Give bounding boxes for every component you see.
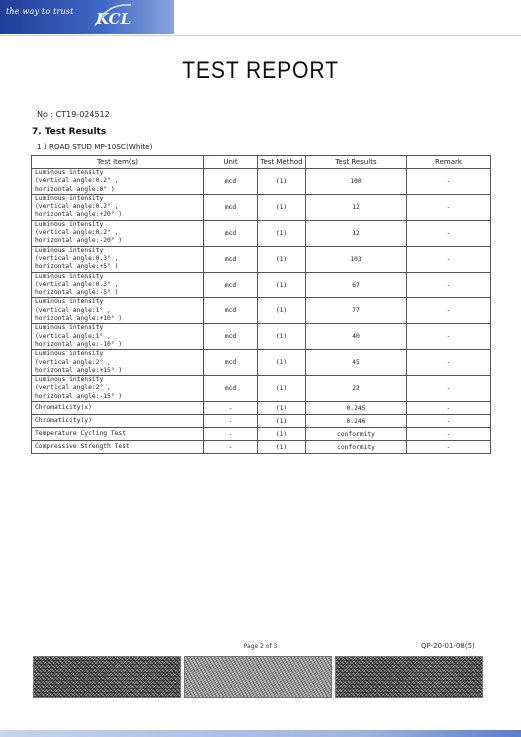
result-cell: 0.245 [306,402,407,415]
table-row [32,428,491,441]
remark-cell: - [407,194,491,220]
result-cell: conformity [306,428,407,441]
test-item-cell: Luminous intensity (vertical angle:0.2° , horizontal angle:-20° ) [32,220,204,246]
remark-cell: - [407,298,491,324]
table-row [32,324,491,350]
test-item-cell: Temperature Cycling Test [32,428,204,441]
result-cell: 100 [306,169,407,195]
remark-cell: - [407,441,491,454]
result-cell: conformity [306,441,407,454]
method-cell: (1) [258,194,306,220]
method-cell: (1) [258,376,306,402]
method-cell: (1) [258,402,306,415]
table-row [32,376,491,402]
table-row [32,441,491,454]
remark-cell: - [407,376,491,402]
table-row [32,298,491,324]
result-cell: 40 [306,324,407,350]
test-item-cell: Luminous intensity (vertical angle:0.2° , horizontal angle:+20° ) [32,194,204,220]
result-cell: 12 [306,220,407,246]
unit-cell: mcd [204,350,258,376]
page-number: Page 2 of 3 [243,643,278,650]
remark-cell: - [407,220,491,246]
table-row [32,194,491,220]
test-item-cell: Chromaticity(x) [32,402,204,415]
method-cell: (1) [258,441,306,454]
result-cell: 67 [306,272,407,298]
unit-cell: mcd [204,272,258,298]
tagline: the way to trust [6,7,74,16]
table-header-row [32,156,491,169]
method-cell: (1) [258,220,306,246]
table-row [32,415,491,428]
method-cell: (1) [258,428,306,441]
remark-cell: - [407,428,491,441]
method-cell: (1) [258,272,306,298]
unit-cell: mcd [204,324,258,350]
table-row [32,246,491,272]
result-cell: 77 [306,298,407,324]
table-row [32,220,491,246]
header-cell: Unit [204,156,258,169]
unit-cell: mcd [204,298,258,324]
kcl-logo [93,2,133,30]
method-cell: (1) [258,350,306,376]
test-item-cell: Chromaticity(y) [32,415,204,428]
method-cell: (1) [258,415,306,428]
table-row [32,169,491,195]
security-pattern [184,656,332,698]
document-number: No : CT19-024512 [37,110,110,119]
test-item-cell: Luminous intensity (vertical angle:0.2° , horizontal angle:0° ) [32,169,204,195]
unit-cell: mcd [204,194,258,220]
test-item-cell: Luminous intensity (vertical angle:1° , horizontal angle:+10° ) [32,298,204,324]
svg-text:KCL: KCL [96,10,132,28]
unit-cell: mcd [204,220,258,246]
result-cell: 45 [306,350,407,376]
test-item-cell: Luminous intensity (vertical angle:1° , horizontal angle:-10° ) [32,324,204,350]
remark-cell: - [407,272,491,298]
table-row [32,350,491,376]
table-row [32,272,491,298]
security-pattern [33,656,181,698]
security-pattern [335,656,483,698]
test-item-cell: Compressive Strength Test [32,441,204,454]
test-item-cell: Luminous intensity (vertical angle:2° , horizontal angle:-15° ) [32,376,204,402]
result-cell: 12 [306,194,407,220]
method-cell: (1) [258,324,306,350]
results-table [31,155,491,454]
subsection-heading: 1 ) ROAD STUD MP-10SC(White) [37,142,153,151]
remark-cell: - [407,415,491,428]
section-heading: 7. Test Results [32,127,107,137]
remark-cell: - [407,324,491,350]
test-item-cell: Luminous intensity (vertical angle:2° , horizontal angle:+15° ) [32,350,204,376]
unit-cell: - [204,402,258,415]
unit-cell: - [204,415,258,428]
remark-cell: - [407,169,491,195]
header-cell: Remark [407,156,491,169]
test-item-cell: Luminous intensity (vertical angle:0.3° , horizontal angle:+5° ) [32,246,204,272]
footer-bar [0,730,521,737]
method-cell: (1) [258,169,306,195]
remark-cell: - [407,246,491,272]
header-banner [0,0,174,34]
test-item-cell: Luminous intensity (vertical angle:0.3° , horizontal angle:-5° ) [32,272,204,298]
table-row [32,402,491,415]
remark-cell: - [407,350,491,376]
result-cell: 22 [306,376,407,402]
unit-cell: mcd [204,376,258,402]
form-code: QP-20-01-08(5) [421,642,475,650]
method-cell: (1) [258,246,306,272]
unit-cell: mcd [204,246,258,272]
result-cell: 0.246 [306,415,407,428]
method-cell: (1) [258,298,306,324]
header-cell: Test Method [258,156,306,169]
unit-cell: - [204,428,258,441]
result-cell: 103 [306,246,407,272]
unit-cell: mcd [204,169,258,195]
header-cell: Test Results [306,156,407,169]
unit-cell: - [204,441,258,454]
report-title: TEST REPORT [182,57,339,84]
header-rule [0,35,521,36]
header-cell: Test Item(s) [32,156,204,169]
remark-cell: - [407,402,491,415]
